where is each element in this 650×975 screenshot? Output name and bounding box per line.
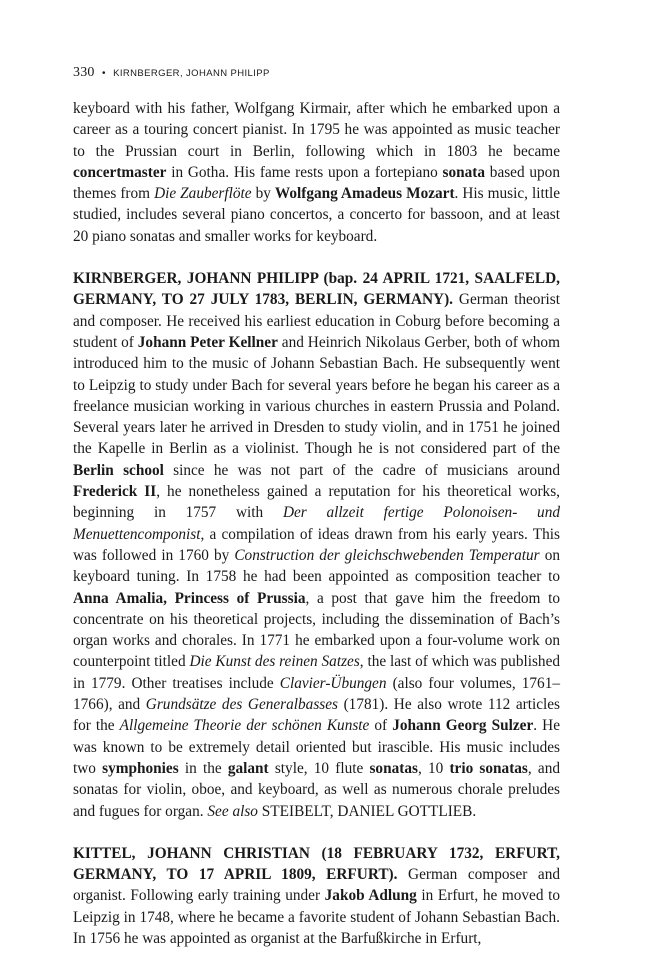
text: in the bbox=[178, 759, 228, 777]
text: since he was not part of the cadre of musicians around bbox=[163, 461, 560, 479]
text: , a compilation of ideas drawn from his early years. This was followed in 1760 by bbox=[73, 525, 560, 564]
work-title: Construction der gleichschwebenden Temperatur bbox=[234, 546, 540, 564]
work-title: Allgemeine Theorie der schönen Kunste bbox=[119, 717, 370, 735]
text: based upon themes from bbox=[73, 163, 560, 203]
text: (1781). He also wrote 112 articles for the bbox=[73, 696, 560, 735]
text: German composer and organist. Following early training under bbox=[73, 866, 560, 905]
text: STEIBELT, DANIEL GOTTLIEB. bbox=[257, 802, 477, 820]
cross-reference: symphonies bbox=[102, 759, 179, 777]
text: , 10 bbox=[417, 759, 450, 777]
text: German theorist and composer. He received his earliest education in Coburg before becoming a student of bbox=[73, 291, 560, 351]
text: (also four volumes, 1761–1766), and bbox=[73, 674, 560, 714]
cross-reference: trio sonatas bbox=[449, 759, 528, 777]
work-title: Grundsätze des Generalbasses bbox=[145, 696, 338, 714]
entry-heading: KITTEL, JOHANN CHRISTIAN (18 FEBRUARY 1732, ERFURT, GERMANY, TO 17 APRIL 1809, ERFURT). bbox=[73, 844, 560, 884]
cross-reference: Wolfgang Amadeus Mozart bbox=[274, 185, 455, 203]
work-title: Der allzeit fertige Polonoisen- und Menuettencomponist bbox=[73, 504, 561, 543]
work-title: Die Kunst des reinen Satzes bbox=[189, 653, 360, 671]
header-bullet: • bbox=[102, 68, 106, 79]
text: in Gotha. His fame rests upon a fortepiano bbox=[166, 163, 443, 181]
text: , the last of which was published in 1779. Other treatises include bbox=[73, 653, 561, 692]
work-title: Die Zauberflöte bbox=[154, 185, 252, 203]
work-title: Clavier-Übungen bbox=[279, 674, 387, 692]
text: by bbox=[251, 185, 275, 203]
text: in Erfurt, he moved to Leipzig in 1748, where he became a favorite student of Johann Sebastian Bach. In 1756 he was appointed as organist at the Barfußkirche in Erfurt, bbox=[73, 887, 560, 947]
running-title: KIRNBERGER, JOHANN PHILIPP bbox=[113, 68, 270, 79]
page-content bbox=[73, 64, 560, 949]
entry-kittel bbox=[73, 843, 560, 949]
text: , and sonatas for violin, oboe, and keyboard, as well as numerous chorale preludes and fugues for organ. bbox=[73, 759, 560, 820]
see-also-label: See also bbox=[207, 802, 258, 820]
cross-reference: Johann Peter Kellner bbox=[137, 333, 278, 351]
running-header bbox=[73, 64, 560, 82]
entry-kirnberger bbox=[73, 268, 560, 822]
text: style, 10 flute bbox=[268, 759, 370, 777]
text: keyboard with his father, Wolfgang Kirmair, after which he embarked upon a career as a touring concert pianist. In 1795 he was appointed as music teacher to the Prussian court in Berlin, following which in 1803 he became bbox=[73, 100, 560, 160]
text: . His music, little studied, includes several piano concertos, a concerto for bassoon, and at least 20 piano sonatas and smaller works for keyboard. bbox=[73, 185, 561, 245]
cross-reference: Anna Amalia, Princess of Prussia bbox=[73, 589, 306, 607]
text: and Heinrich Nikolaus Gerber, both of whom introduced him to the music of Johann Sebastian Bach. He subsequently went to Leipzig to study under Bach for several years before he began his career as a freelance musician working in various churches in eastern Prussia and Poland. Several years later he arrived in Dresden to study violin, and in 1751 he joined the Kapelle in Berlin as a violinist. Though he is not considered part of the bbox=[73, 333, 560, 458]
text: , he nonetheless gained a reputation for his theoretical works, beginning in 1757 with bbox=[73, 483, 560, 522]
text: , a post that gave him the freedom to concentrate on his theoretical projects, including the dissemination of Bach’s organ works and chorales. In 1771 he embarked upon a four-volume work on counterpoint titled bbox=[73, 589, 560, 671]
cross-reference: Johann Georg Sulzer bbox=[392, 717, 534, 735]
entry-heading: KIRNBERGER, JOHANN PHILIPP (bap. 24 APRIL 1721, SAALFELD, GERMANY, TO 27 JULY 1783, BERLIN, GERMANY). bbox=[73, 270, 560, 309]
cross-reference: sonatas bbox=[369, 759, 418, 777]
cross-reference: Jakob Adlung bbox=[324, 887, 417, 905]
cross-reference: Berlin school bbox=[73, 461, 164, 479]
cross-reference: sonata bbox=[442, 163, 486, 181]
cross-reference: Frederick II bbox=[73, 483, 157, 501]
text: . He was known to be extremely detail oriented but irascible. His music includes two bbox=[73, 717, 560, 777]
page-number: 330 bbox=[73, 65, 95, 80]
cross-reference: concertmaster bbox=[73, 163, 167, 181]
text: on keyboard tuning. In 1758 he had been appointed as composition teacher to bbox=[73, 546, 560, 586]
cross-reference: galant bbox=[227, 759, 269, 777]
text: of bbox=[369, 717, 393, 735]
continuation-paragraph bbox=[73, 98, 560, 247]
